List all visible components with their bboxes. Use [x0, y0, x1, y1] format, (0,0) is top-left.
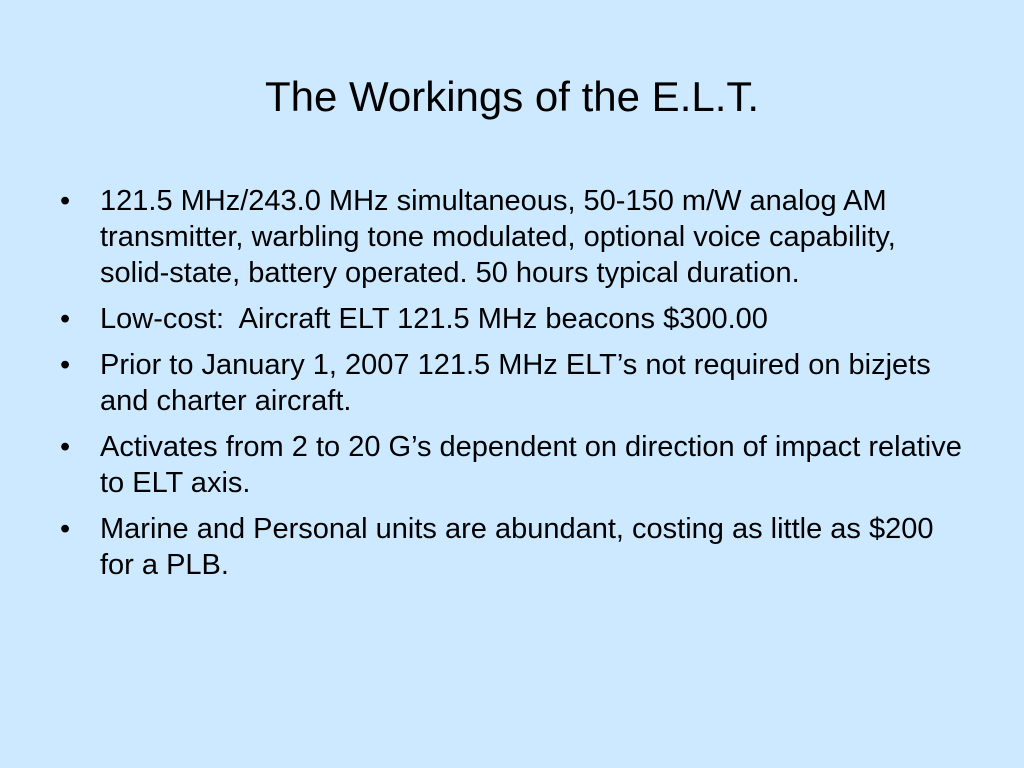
bullet-item	[60, 301, 970, 337]
bullet-dot-icon: •	[60, 431, 71, 463]
bullet-text: 121.5 MHz/243.0 MHz simultaneous, 50-150 m/W analog AM transmitter, warbling tone modulated, optional voice capability, solid-state, battery operated. 50 hours typical duration.	[100, 185, 896, 289]
bullet-item	[60, 429, 970, 501]
bullet-text: Marine and Personal units are abundant, costing as little as $200 for a PLB.	[100, 513, 934, 581]
bullet-item	[60, 183, 970, 291]
bullet-item	[60, 347, 970, 419]
bullet-text: Low-cost: Aircraft ELT 121.5 MHz beacons $300.00	[100, 303, 768, 335]
bullet-item	[60, 511, 970, 583]
bullet-dot-icon: •	[60, 185, 71, 217]
bullet-text: Activates from 2 to 20 G’s dependent on direction of impact relative to ELT axis.	[100, 431, 962, 499]
bullet-dot-icon: •	[60, 303, 71, 335]
slide-title: The Workings of the E.L.T.	[264, 73, 760, 120]
bullet-dot-icon: •	[60, 349, 71, 381]
bullet-dot-icon: •	[60, 513, 71, 545]
bullet-list	[60, 183, 970, 593]
bullet-text: Prior to January 1, 2007 121.5 MHz ELT’s not required on bizjets and charter aircraft.	[100, 349, 931, 417]
